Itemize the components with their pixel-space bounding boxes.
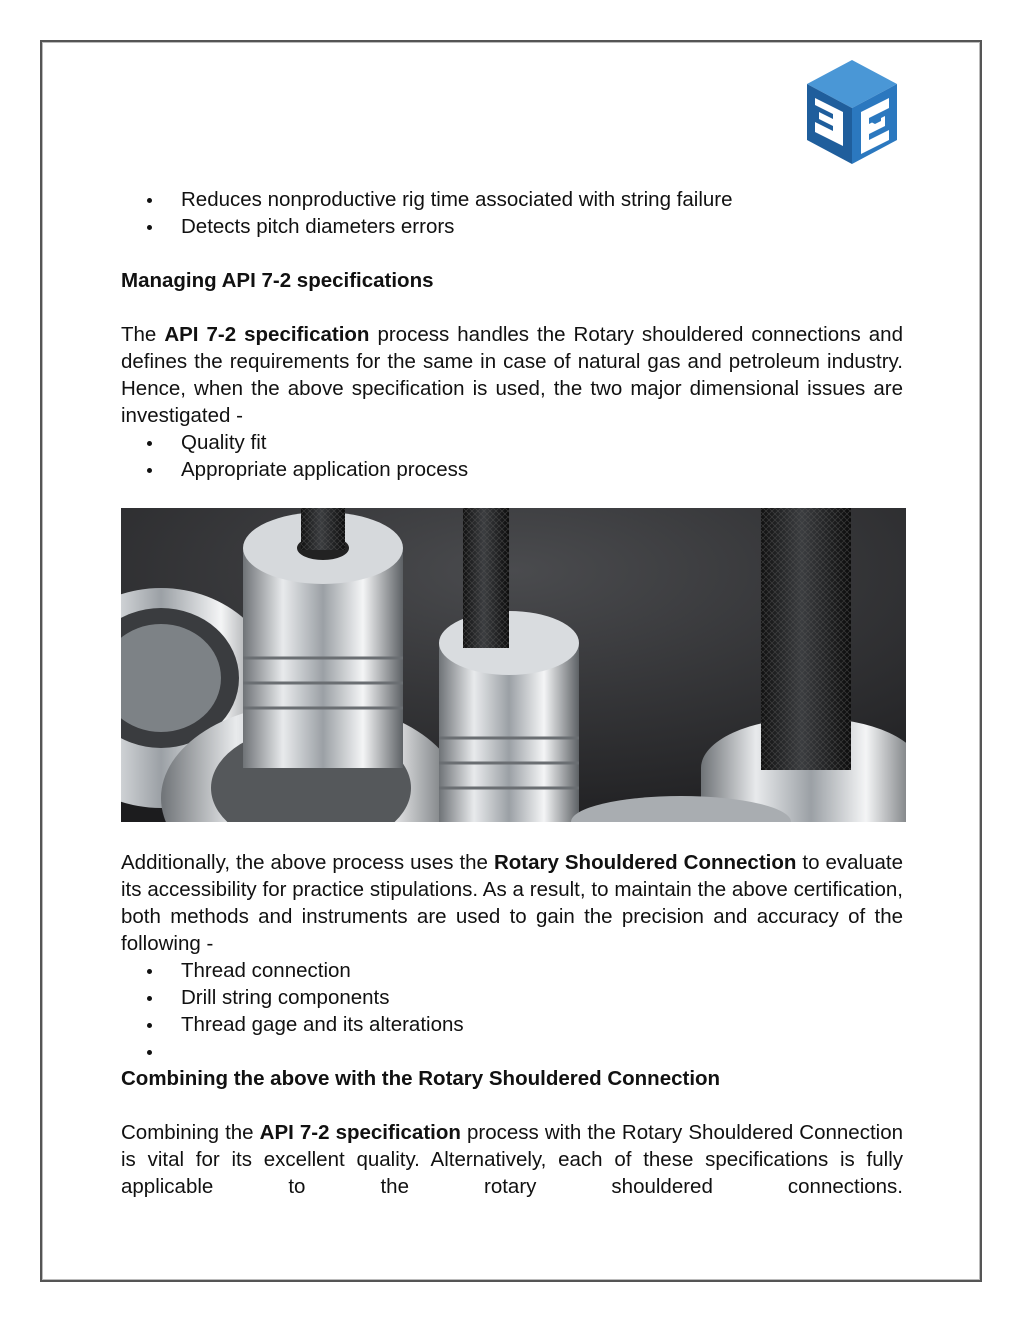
top-bullet-list — [121, 186, 903, 240]
photo-illustration — [121, 508, 906, 822]
list-item: Reduces nonproductive rig time associated with string failure — [121, 186, 903, 213]
mid-bullet-list — [121, 429, 903, 483]
bullet-icon — [147, 996, 152, 1001]
list-item: Quality fit — [121, 429, 903, 456]
paragraph-combining: Combining the API 7-2 specification process with the Rotary Shouldered Connection is vital for its excellent quality. Alternatively, each of these specifications is fully applicable to the rotary shouldered connections. — [121, 1121, 904, 1198]
list-item: Detects pitch diameters errors — [121, 213, 903, 240]
paragraph-api-spec: The API 7-2 specification process handles the Rotary shouldered connections and defines the requirements for the same in case of natural gas and petroleum industry. Hence, when the above specification is used, the two major dimensional issues are investigated - — [121, 323, 903, 427]
company-logo-icon — [805, 58, 900, 166]
section-heading-combining: Combining the above with the Rotary Shouldered Connection — [121, 1067, 721, 1090]
bullet-icon — [147, 225, 152, 230]
list-item — [121, 1038, 903, 1065]
thread-gage-photo — [121, 508, 906, 822]
bullet-icon — [147, 1023, 152, 1028]
bottom-bullet-list — [121, 957, 903, 1065]
bullet-icon — [147, 1050, 152, 1055]
bullet-icon — [147, 441, 152, 446]
list-item: Thread gage and its alterations — [121, 1011, 903, 1038]
bullet-icon — [147, 969, 152, 974]
list-item: Appropriate application process — [121, 456, 903, 483]
list-item: Thread connection — [121, 957, 903, 984]
paragraph-rotary-connection: Additionally, the above process uses the Rotary Shouldered Connection to evaluate its accessibility for practice stipulations. As a result, to maintain the above certification, both methods and instruments are used to gain the precision and accuracy of the following - — [121, 851, 903, 955]
list-item: Drill string components — [121, 984, 903, 1011]
section-heading-managing: Managing API 7-2 specifications — [121, 269, 434, 292]
bullet-icon — [147, 198, 152, 203]
bullet-icon — [147, 468, 152, 473]
